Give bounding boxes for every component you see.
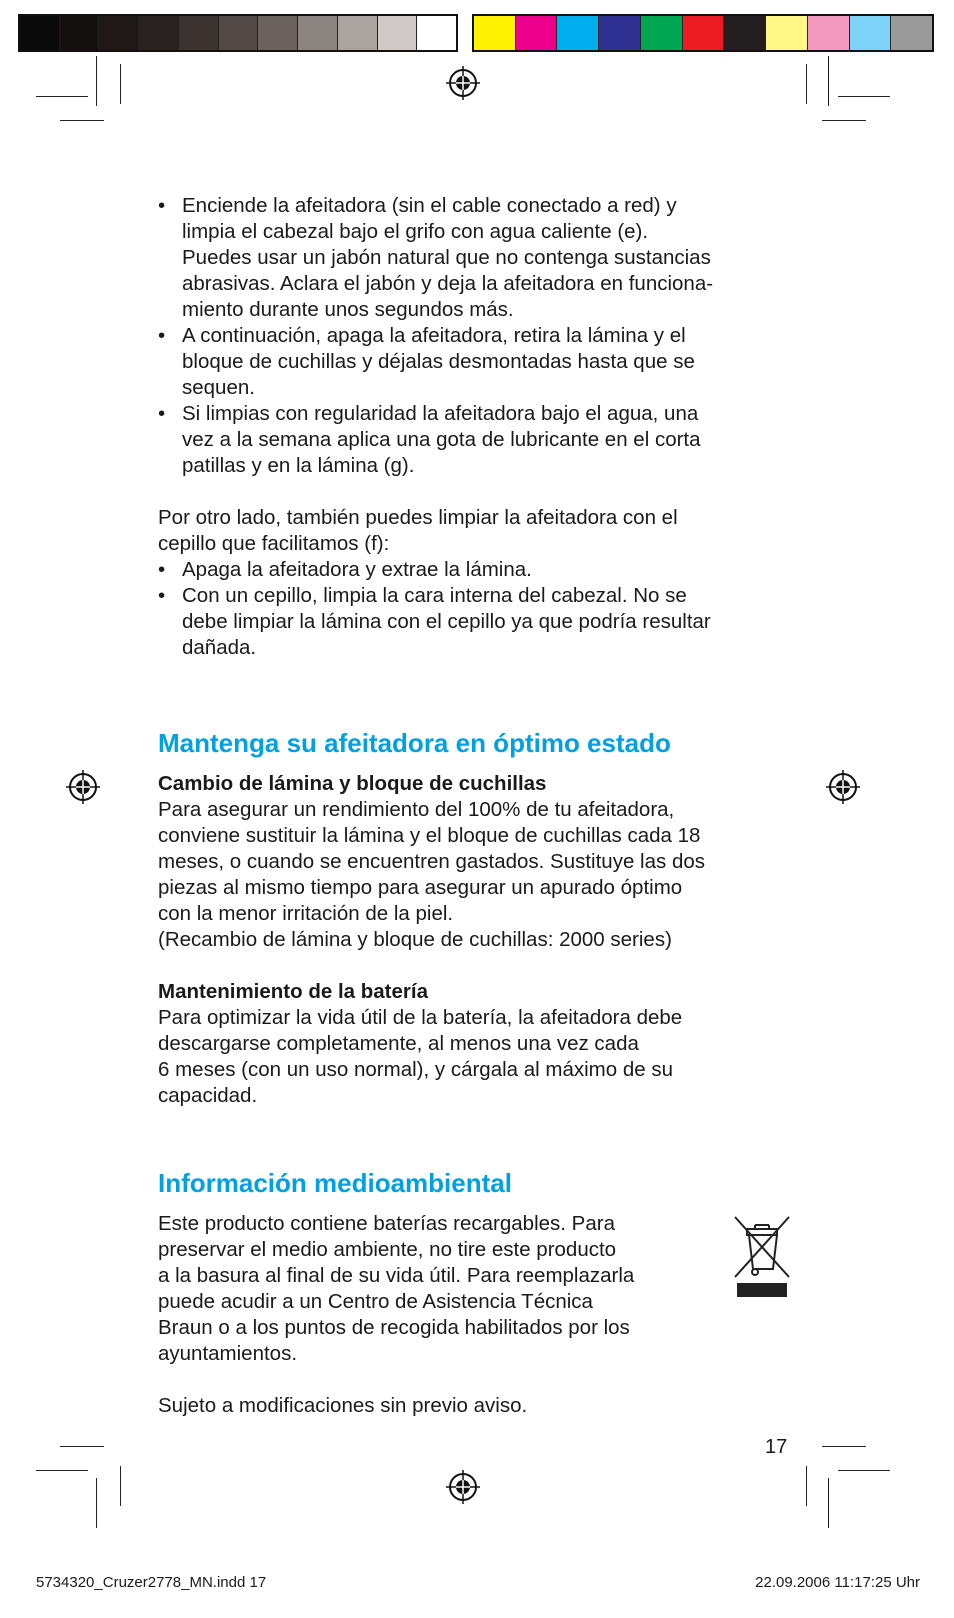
crop-mark (806, 1466, 807, 1506)
color-swatch (641, 16, 683, 50)
page-content (158, 193, 798, 1419)
brush-steps-list (158, 557, 798, 661)
crop-mark (806, 64, 807, 104)
battery-paragraph: Para optimizar la vida útil de la batería, la afeitadora debe descargarse completamente, al menos una vez cada 6 meses (con un uso normal), y cárgala al máximo de su capacidad. (158, 1006, 683, 1107)
registration-mark-icon (826, 770, 860, 804)
color-swatch (683, 16, 725, 50)
color-swatch (724, 16, 766, 50)
registration-mark-icon (66, 770, 100, 804)
color-swatch (850, 16, 892, 50)
color-swatch (179, 16, 219, 50)
color-swatch (60, 16, 100, 50)
color-bar (472, 14, 934, 52)
crop-mark (822, 120, 866, 121)
crop-mark (96, 1478, 97, 1528)
crop-mark (828, 56, 829, 106)
color-swatch (219, 16, 259, 50)
registration-mark-icon (446, 66, 480, 100)
notice-text: Sujeto a modificaciones sin previo aviso. (158, 1394, 528, 1417)
color-swatch (557, 16, 599, 50)
color-swatch (20, 16, 60, 50)
crop-mark (822, 1446, 866, 1447)
crop-mark (36, 1470, 88, 1471)
crop-mark (36, 96, 88, 97)
crop-mark (60, 1446, 104, 1447)
environment-paragraph: Este producto contiene baterías recargables. Para preservar el medio ambiente, no tire este producto a la basura al final de su vida útil. Para reemplazarla puede acudir a un Centro de Asistencia Técnica Braun o a los puntos de recogida habilitados por los ayuntamientos. (158, 1212, 635, 1365)
brush-paragraph: Por otro lado, también puedes limpiar la afeitadora con el cepillo que facilitamos (f): (158, 506, 678, 555)
crop-mark (828, 1478, 829, 1528)
date-slug: 22.09.2006 11:17:25 Uhr (755, 1574, 920, 1591)
color-swatch (766, 16, 808, 50)
crop-mark (838, 96, 890, 97)
subheading-foil-replacement: Cambio de lámina y bloque de cuchillas (158, 772, 547, 795)
page-number: 17 (765, 1436, 788, 1458)
crop-mark (60, 120, 104, 121)
subheading-battery: Mantenimiento de la batería (158, 980, 428, 1003)
color-swatch (99, 16, 139, 50)
crop-mark (120, 64, 121, 104)
color-swatch (258, 16, 298, 50)
section-heading-maintenance: Mantenga su afeitadora en óptimo estado (158, 728, 671, 758)
registration-mark-icon (446, 1470, 480, 1504)
color-swatch (378, 16, 418, 50)
color-swatch (891, 16, 932, 50)
list-item: • Apaga la afeitadora y extrae la lámina. (158, 557, 798, 583)
color-swatch (139, 16, 179, 50)
color-swatch (417, 16, 456, 50)
crop-mark (120, 1466, 121, 1506)
list-item: • A continuación, apaga la afeitadora, retira la lámina y el bloque de cuchillas y déjalas desmontadas hasta que se sequen. (158, 323, 798, 401)
crop-mark (96, 56, 97, 106)
color-swatch (338, 16, 378, 50)
section-heading-environment: Información medioambiental (158, 1168, 512, 1198)
color-swatch (474, 16, 516, 50)
color-swatch (599, 16, 641, 50)
grayscale-bar (18, 14, 458, 52)
color-swatch (516, 16, 558, 50)
list-item: • Si limpias con regularidad la afeitadora bajo el agua, una vez a la semana aplica una gota de lubricante en el corta patillas y en la lámina (g). (158, 401, 798, 479)
crop-mark (838, 1470, 890, 1471)
crossed-out-wheelie-bin-icon (733, 1215, 791, 1299)
color-swatch (808, 16, 850, 50)
cleaning-steps-list (158, 193, 798, 479)
color-swatch (298, 16, 338, 50)
list-item: • Enciende la afeitadora (sin el cable conectado a red) y limpia el cabezal bajo el grifo con agua caliente (e). Puedes usar un jabón natural que no contenga sustancias abrasivas. Aclara el jabón y deja la afeitadora en funciona- miento durante unos segundos más. (158, 193, 798, 323)
foil-paragraph: Para asegurar un rendimiento del 100% de tu afeitadora, conviene sustituir la lámina y el bloque de cuchillas cada 18 meses, o cuando se encuentren gastados. Sustituye las dos piezas al mismo tiempo para asegurar un apurado óptimo con la menor irritación de la piel. (Recambio de lámina y bloque de cuchillas: 2000 series) (158, 798, 706, 951)
list-item: • Con un cepillo, limpia la cara interna del cabezal. No se debe limpiar la lámina con el cepillo ya que podría resultar dañada. (158, 583, 798, 661)
file-slug: 5734320_Cruzer2778_MN.indd 17 (36, 1574, 267, 1591)
